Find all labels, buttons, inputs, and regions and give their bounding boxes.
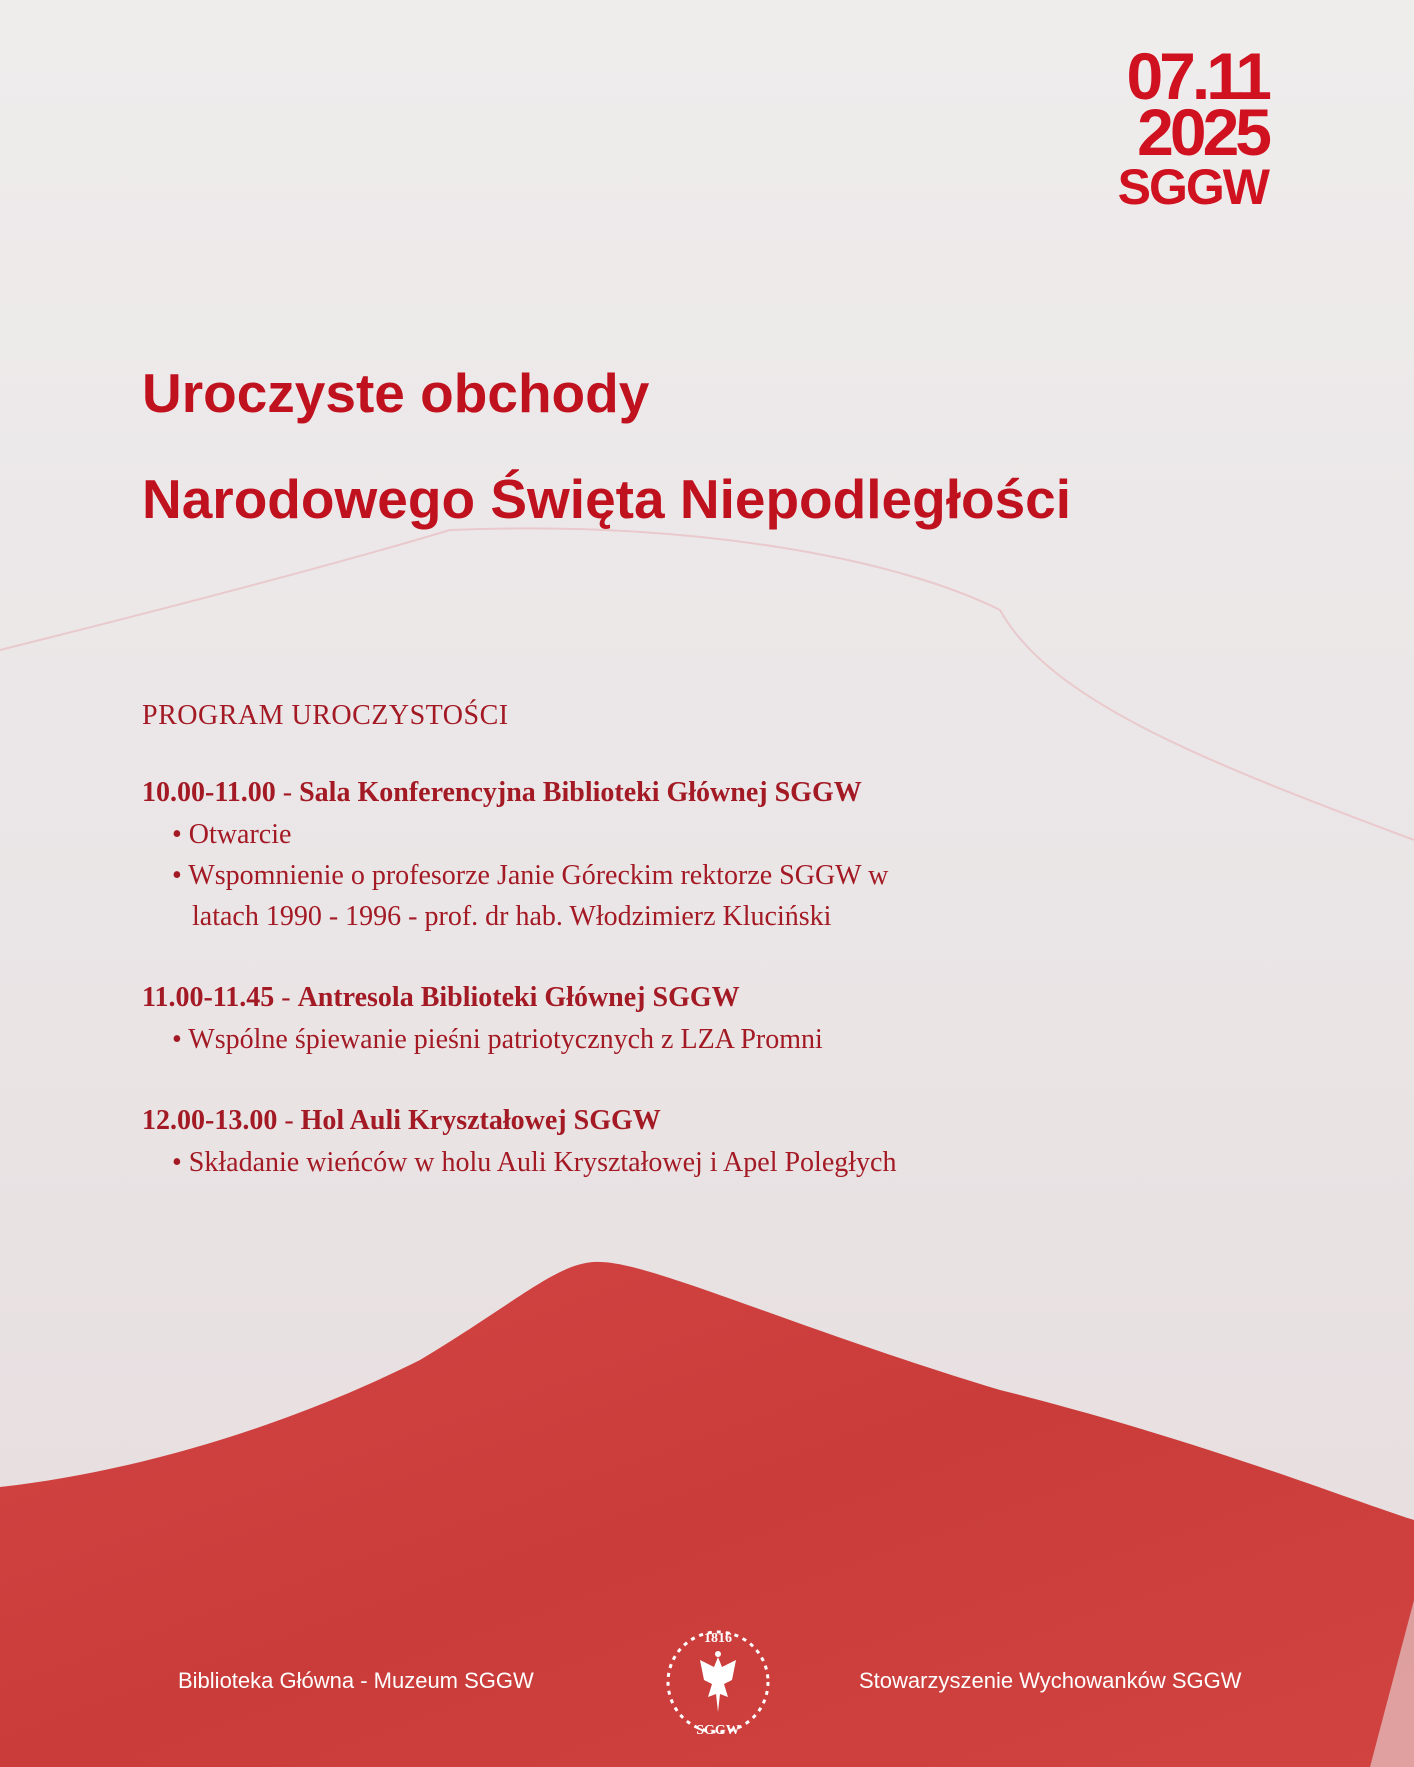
separator: -: [274, 982, 298, 1013]
session-item: • Otwarcie: [172, 819, 292, 850]
session: [142, 1100, 952, 1183]
program-heading: PROGRAM UROCZYSTOŚCI: [142, 700, 509, 731]
date-org: SGGW: [1117, 159, 1268, 215]
session-place: Hol Auli Kryształowej SGGW: [300, 1105, 661, 1136]
title-line-1: Uroczyste obchody: [142, 362, 650, 424]
date-year: 2025: [1137, 95, 1268, 169]
page-title: [142, 340, 1071, 552]
footer-right-org: Stowarzyszenie Wychowanków SGGW: [859, 1668, 1242, 1693]
svg-text:1816: 1816: [704, 1631, 732, 1646]
sggw-eagle-logo: [658, 1622, 778, 1742]
separator: -: [277, 1105, 301, 1136]
title-line-2: Narodowego Święta Niepodległości: [142, 468, 1072, 530]
session-time: 11.00-11.45: [142, 982, 275, 1013]
separator: -: [275, 777, 300, 808]
session-place: Antresola Biblioteki Głównej SGGW: [297, 982, 740, 1013]
session: [142, 977, 952, 1060]
session-item: • Wspomnienie o profesorze Janie Góreckim rektorze SGGW w latach 1990 - 1996 - prof. dr hab. Włodzimierz Kluciński: [172, 860, 889, 932]
footer-left-org: Biblioteka Główna - Muzeum SGGW: [178, 1668, 534, 1693]
session: [142, 772, 952, 937]
date-day-month: 07.11: [1126, 39, 1268, 113]
session-time: 12.00-13.00: [142, 1105, 278, 1136]
session-item: • Wspólne śpiewanie pieśni patriotycznych z LZA Promni: [172, 1024, 823, 1055]
session-time: 10.00-11.00: [142, 777, 276, 808]
svg-text:SGGW: SGGW: [696, 1723, 740, 1738]
session-place: Sala Konferencyjna Biblioteki Głównej SGGW: [299, 777, 862, 808]
session-item: • Składanie wieńców w holu Auli Kryształowej i Apel Poległych: [172, 1147, 897, 1178]
program: [142, 700, 952, 1223]
event-date: [1117, 39, 1268, 215]
